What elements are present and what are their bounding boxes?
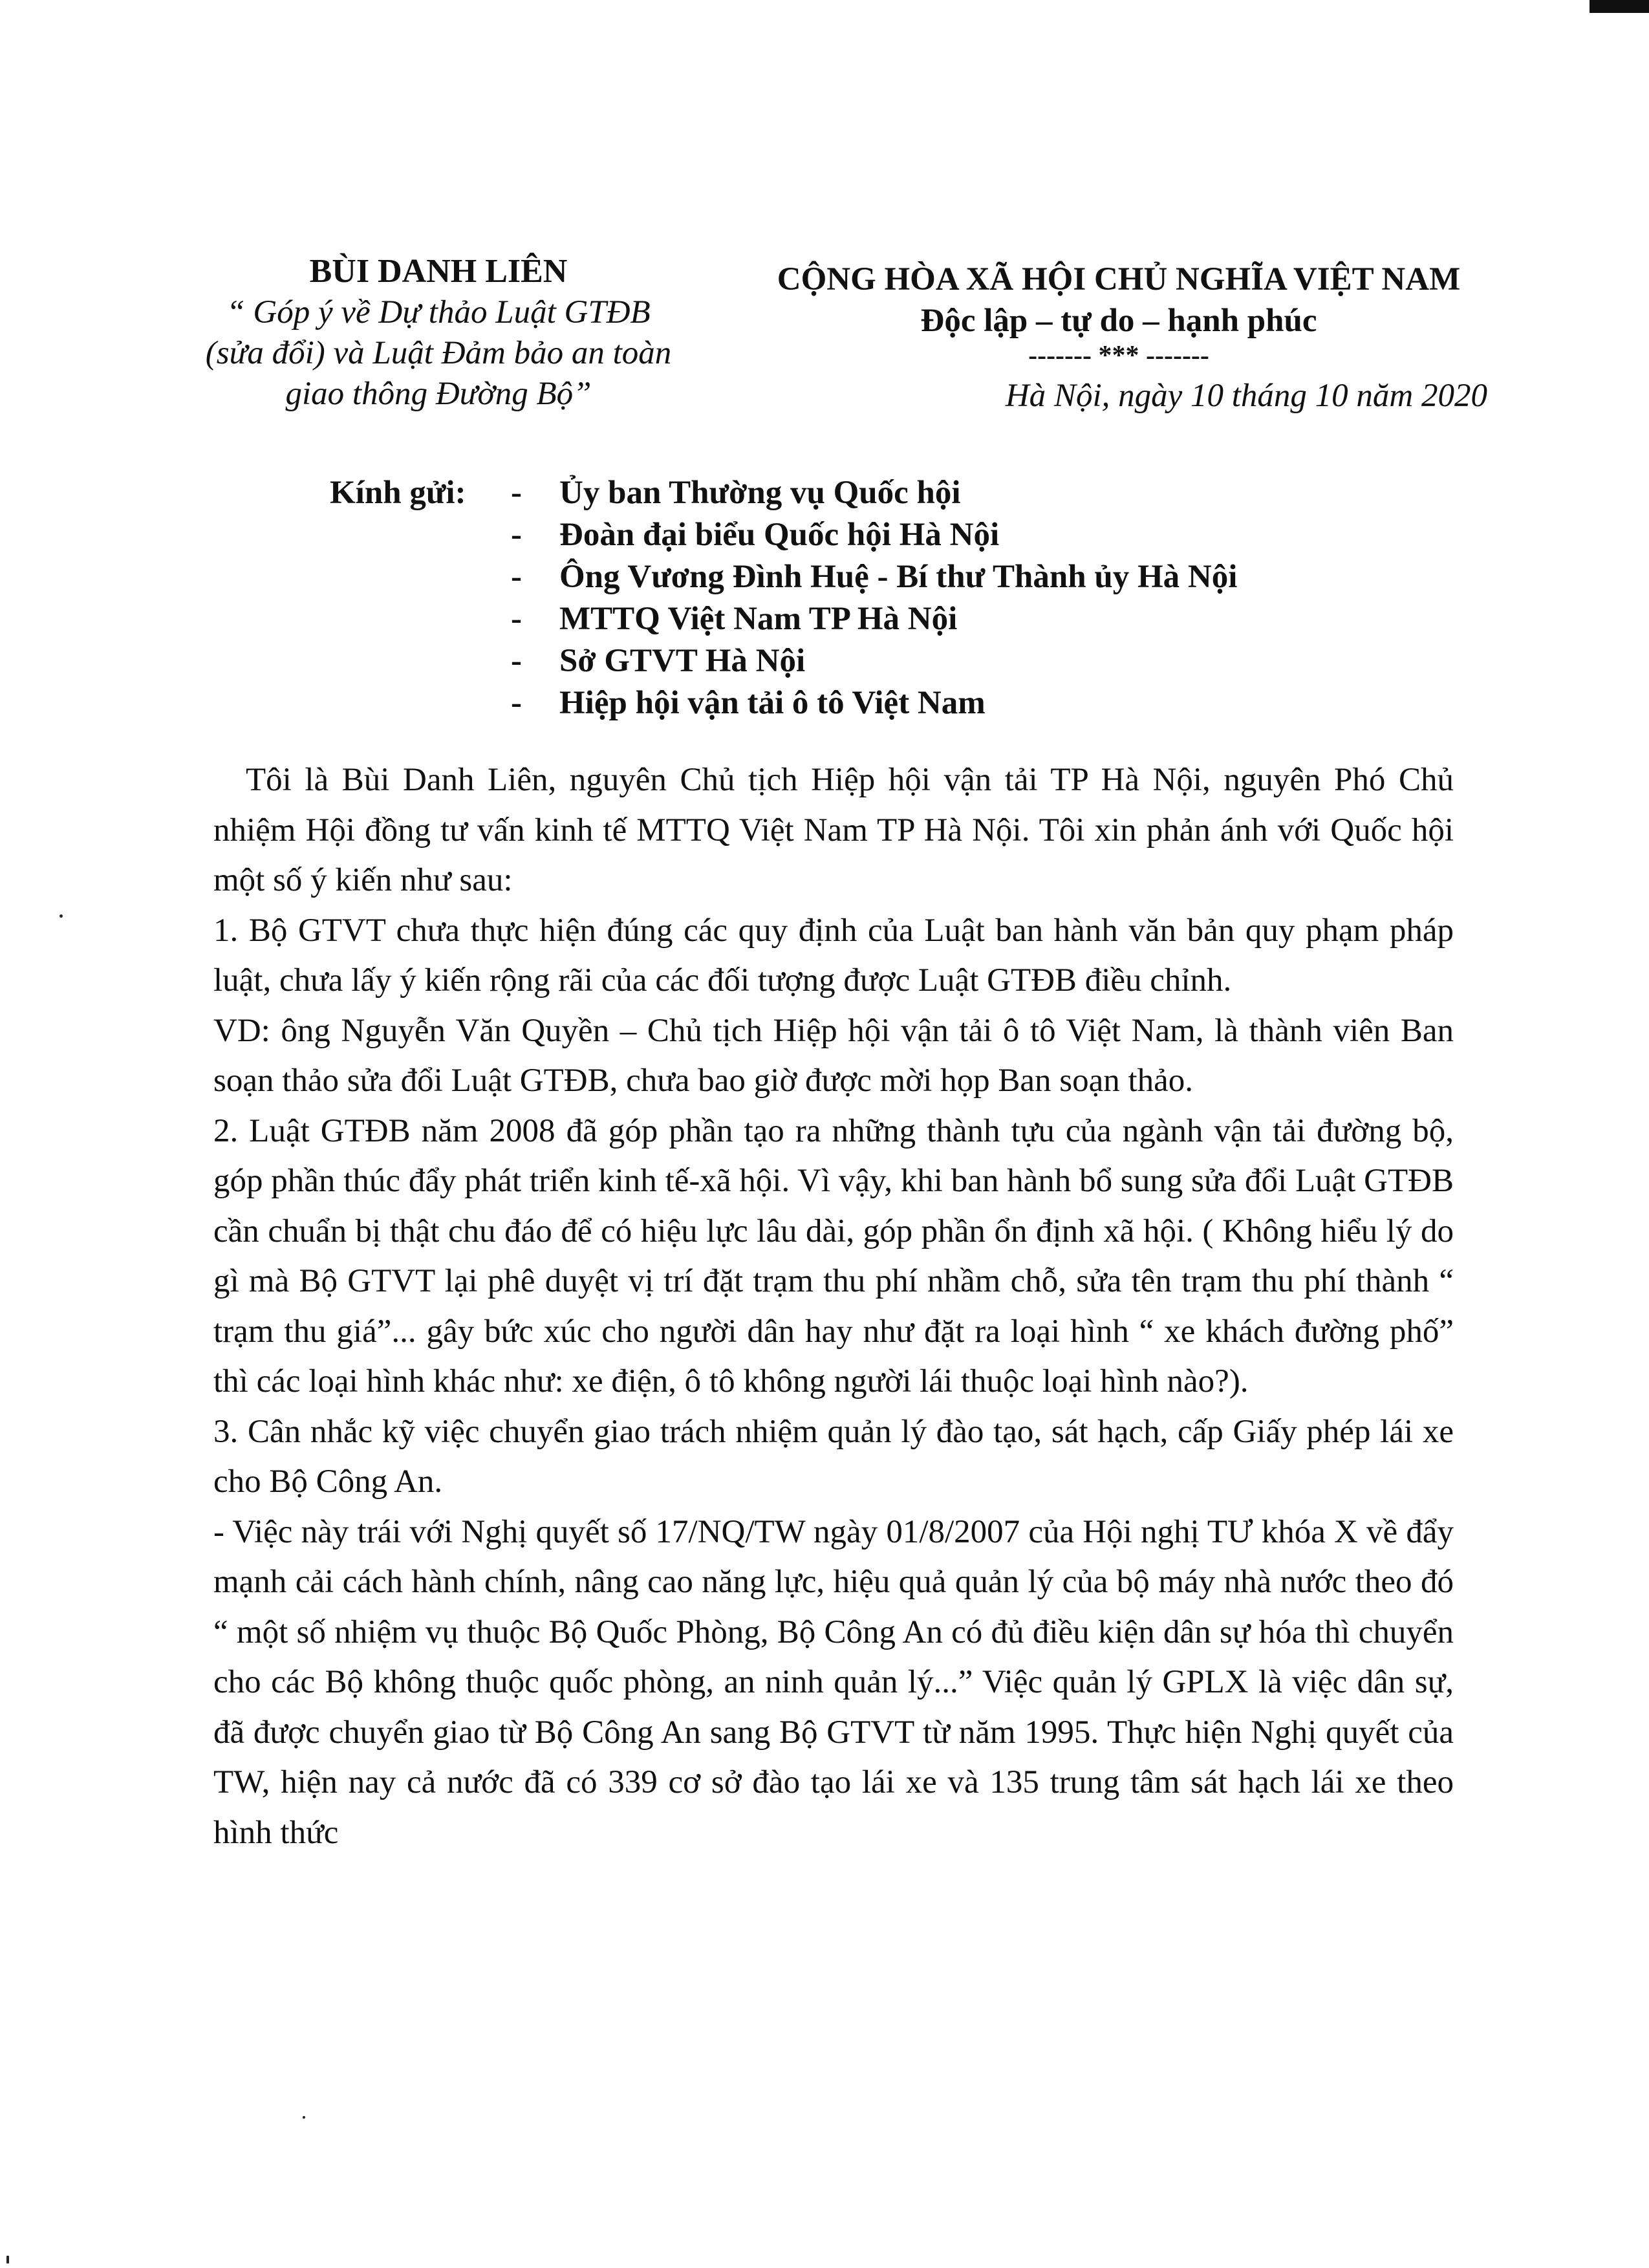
scan-speck bbox=[303, 2116, 305, 2119]
subject-line: “ Góp ý về Dự thảo Luật GTĐB bbox=[226, 294, 651, 330]
intro-paragraph: Tôi là Bùi Danh Liên, nguyên Chủ tịch Hiệp hội vận tải TP Hà Nội, nguyên Phó Chủ nhiệm Hội đồng tư vấn kinh tế MTTQ Việt Nam TP Hà Nội. Tôi xin phản ánh với Quốc hội một số ý kiến như sau: bbox=[213, 762, 1454, 898]
scan-corner-mark bbox=[1590, 0, 1649, 13]
recipient-name: Sở GTVT Hà Nội bbox=[559, 643, 806, 679]
scan-speck bbox=[6, 2256, 9, 2263]
nation-name: CỘNG HÒA XÃ HỘI CHỦ NGHĨA VIỆT NAM bbox=[777, 261, 1461, 297]
sender-block bbox=[160, 251, 717, 415]
point-3-detail: - Việc này trái với Nghị quyết số 17/NQ/TW ngày 01/8/2007 của Hội nghị TƯ khóa X về đẩy mạnh cải cách hành chính, nâng cao năng lực, hiệu quả quản lý của bộ máy nhà nước theo đó “ một số nhiệm vụ thuộc Bộ Quốc Phòng, Bộ Công An có đủ điều kiện dân sự hóa thì chuyển cho các Bộ không thuộc quốc phòng, an ninh quản lý...” Việc quản lý GPLX là việc dân sự, đã được chuyển giao từ Bộ Công An sang Bộ GTVT từ năm 1995. Thực hiện Nghị quyết của TW, hiện nay cả nước đã có 339 cơ sở đào tạo lái xe và 135 trung tâm sát hạch lái xe theo hình thức bbox=[213, 1513, 1454, 1851]
scan-speck bbox=[59, 914, 63, 918]
point-2: 2. Luật GTĐB năm 2008 đã góp phần tạo ra những thành tựu của ngành vận tải đường bộ, góp phần thúc đẩy phát triển kinh tế-xã hội. Vì vậy, khi ban hành bổ sung sửa đổi Luật GTĐB cần chuẩn bị thật chu đáo để có hiệu lực lâu dài, góp phần ổn định xã hội. ( Không hiểu lý do gì mà Bộ GTVT lại phê duyệt vị trí đặt trạm thu phí nhầm chỗ, sửa tên trạm thu phí thành “ trạm thu giá”... gây bức xúc cho người dân hay như đặt ra loại hình “ xe khách đường phố” thì các loại hình khác như: xe điện, ô tô không người lái thuộc loại hình nào?). bbox=[213, 1112, 1454, 1399]
point-1: 1. Bộ GTVT chưa thực hiện đúng các quy định của Luật ban hành văn bản quy phạm pháp luật, chưa lấy ý kiến rộng rãi của các đối tượng được Luật GTĐB điều chỉnh. bbox=[213, 912, 1454, 999]
national-header bbox=[750, 259, 1487, 422]
recipient-row bbox=[330, 682, 1494, 724]
recipient-row bbox=[330, 556, 1494, 598]
header-separator: ------- *** ------- bbox=[1028, 341, 1209, 371]
recipients-block bbox=[330, 472, 1494, 724]
recipient-dash: - bbox=[511, 643, 522, 679]
national-motto: Độc lập – tự do – hạnh phúc bbox=[920, 303, 1317, 339]
letter-body bbox=[213, 755, 1454, 1858]
recipient-dash: - bbox=[511, 517, 522, 553]
recipient-row bbox=[330, 640, 1494, 682]
recipient-name: Đoàn đại biểu Quốc hội Hà Nội bbox=[559, 517, 1000, 553]
recipient-dash: - bbox=[511, 559, 522, 595]
recipient-row bbox=[330, 598, 1494, 640]
recipient-name: Hiệp hội vận tải ô tô Việt Nam bbox=[559, 685, 986, 721]
recipient-name: Ông Vương Đình Huệ - Bí thư Thành ủy Hà Nội bbox=[559, 559, 1238, 595]
recipient-name: Ủy ban Thường vụ Quốc hội bbox=[559, 475, 961, 511]
subject-line: (sửa đổi) và Luật Đảm bảo an toàn bbox=[205, 335, 672, 371]
author-name: BÙI DANH LIÊN bbox=[309, 253, 568, 290]
example-paragraph: VD: ông Nguyễn Văn Quyền – Chủ tịch Hiệp hội vận tải ô tô Việt Nam, là thành viên Ban soạn thảo sửa đổi Luật GTĐB, chưa bao giờ được mời họp Ban soạn thảo. bbox=[213, 1012, 1454, 1099]
subject-line: giao thông Đường Bộ” bbox=[285, 376, 592, 412]
recipient-dash: - bbox=[511, 475, 522, 511]
recipient-name: MTTQ Việt Nam TP Hà Nội bbox=[559, 601, 958, 637]
recipient-dash: - bbox=[511, 685, 522, 721]
point-3: 3. Cân nhắc kỹ việc chuyển giao trách nhiệm quản lý đào tạo, sát hạch, cấp Giấy phép lái xe cho Bộ Công An. bbox=[213, 1413, 1454, 1500]
recipient-dash: - bbox=[511, 601, 522, 637]
recipient-row bbox=[330, 514, 1494, 556]
recipient-row bbox=[330, 472, 1494, 514]
date-line: Hà Nội, ngày 10 tháng 10 năm 2020 bbox=[1005, 378, 1487, 414]
recipients-label: Kính gửi: bbox=[330, 475, 466, 511]
